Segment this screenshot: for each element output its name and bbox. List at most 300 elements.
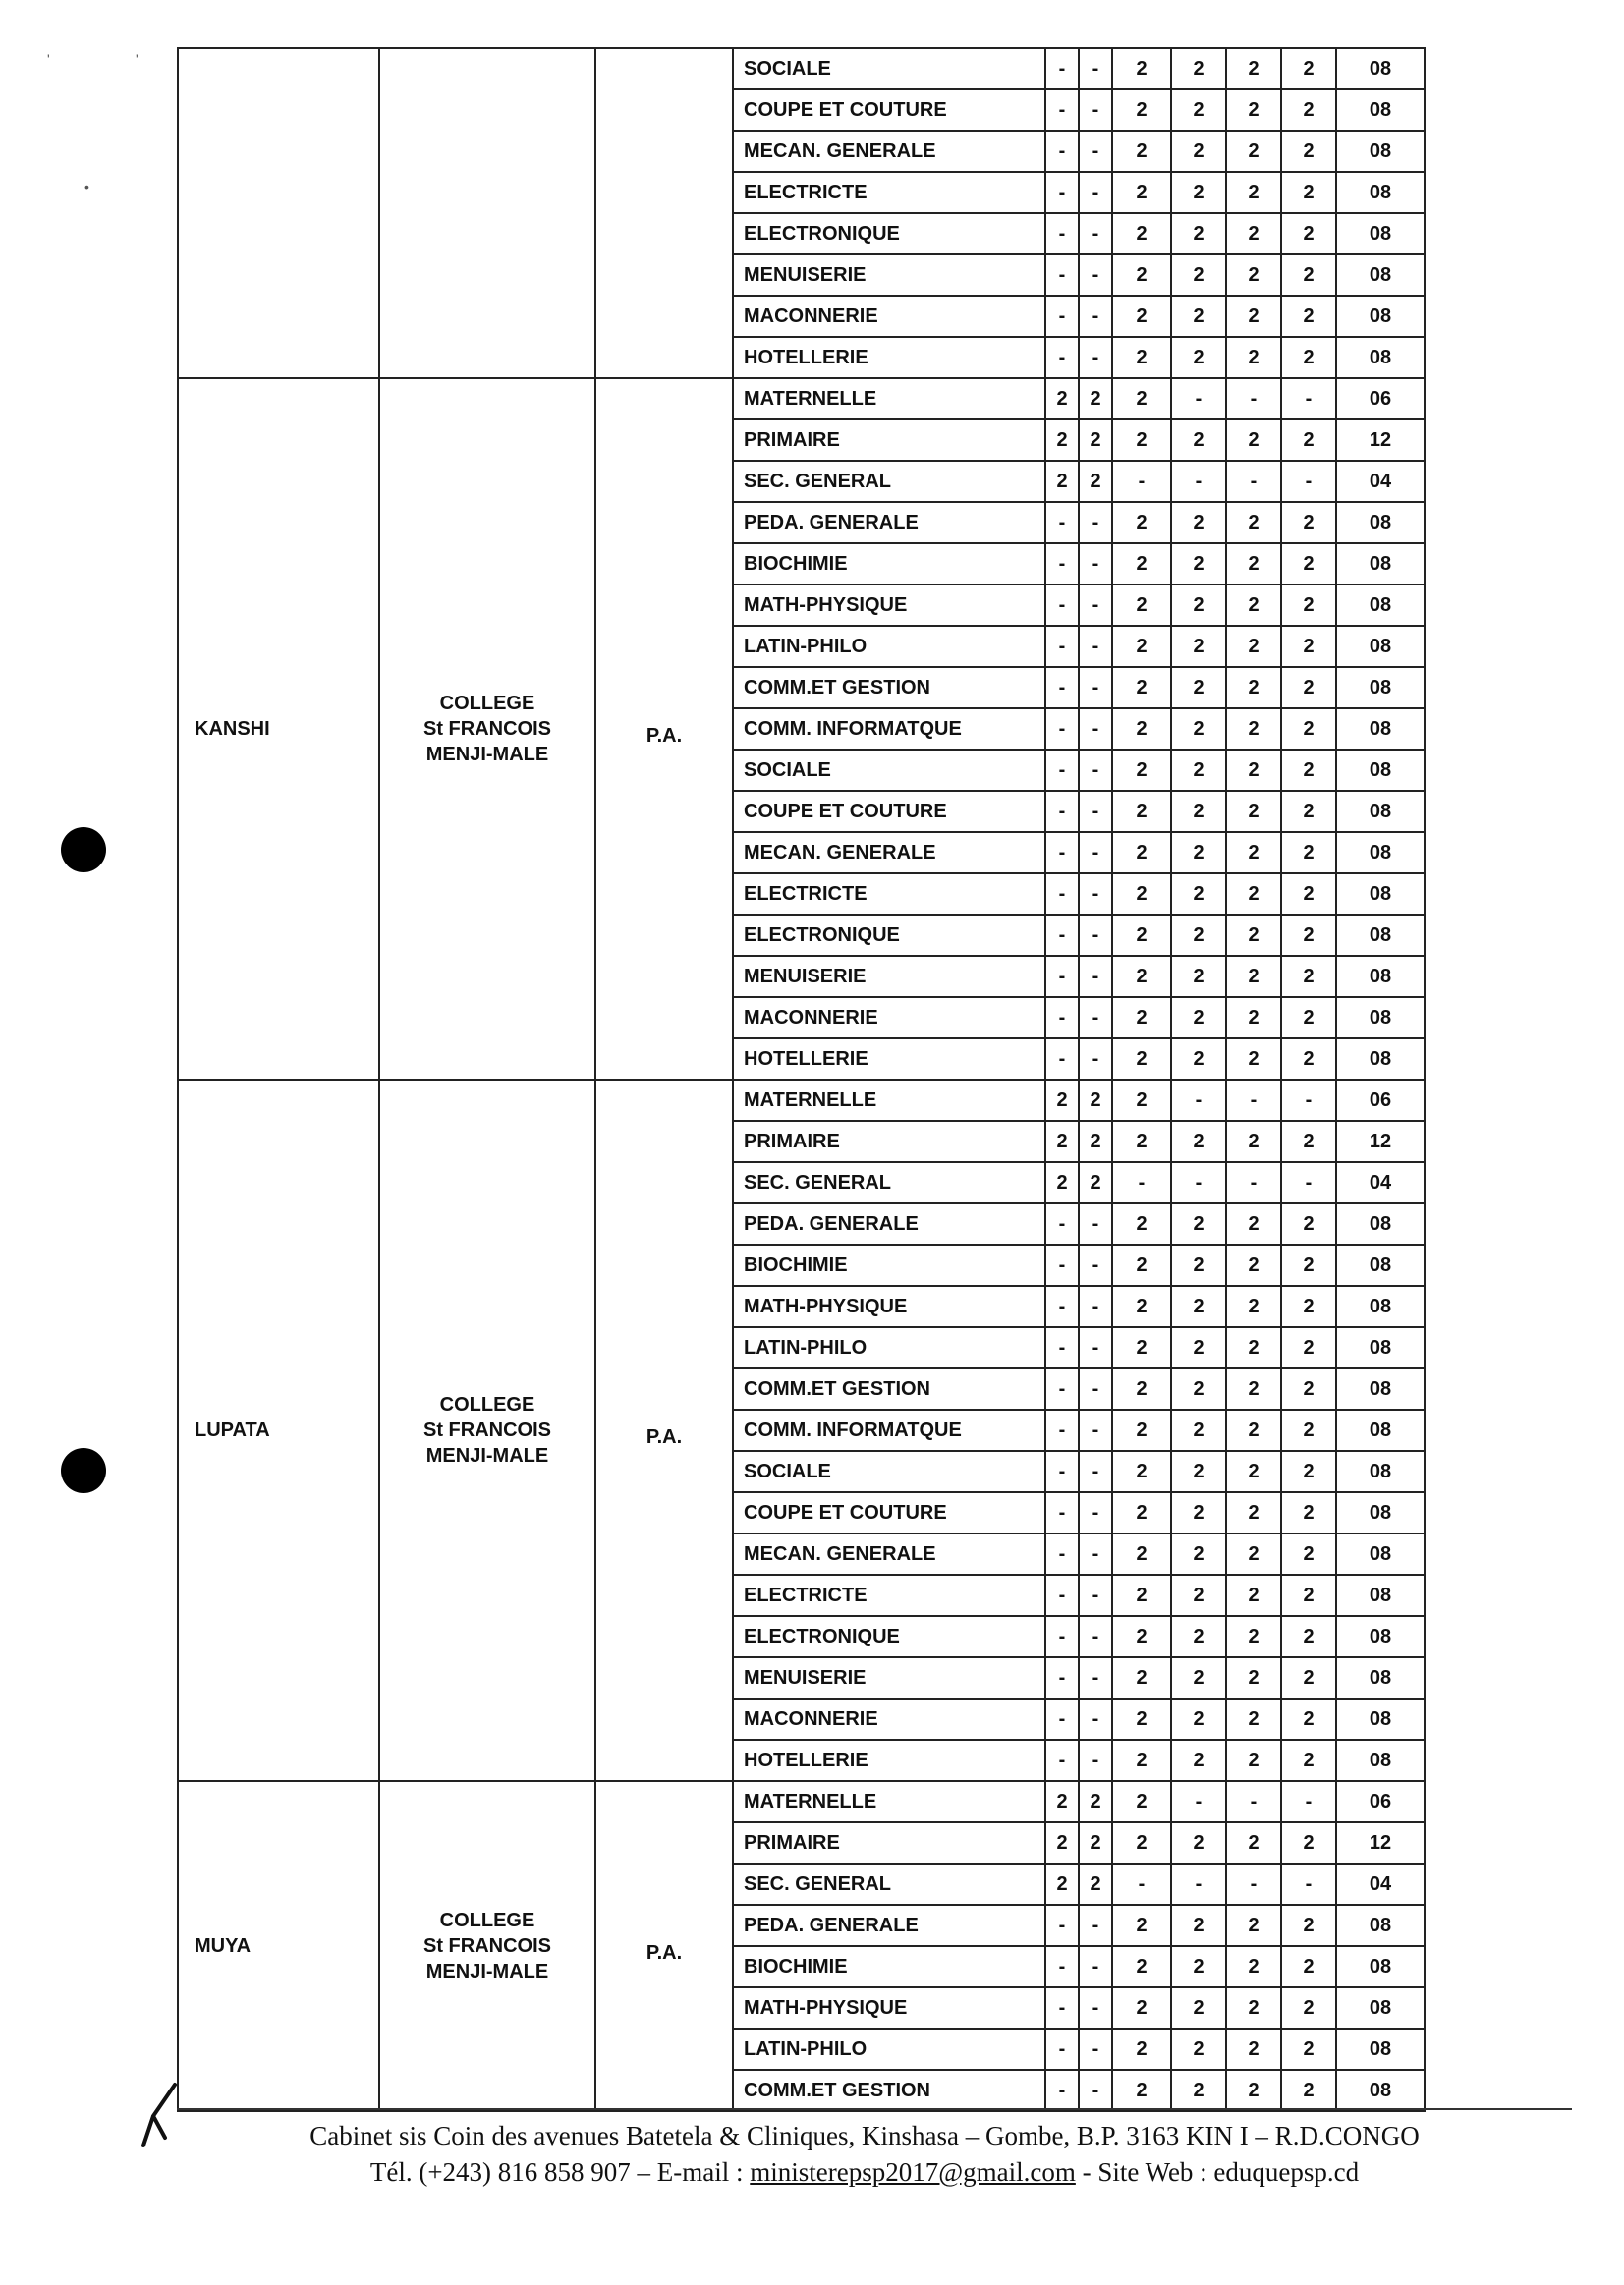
class-count-cell: 2 — [1281, 543, 1336, 585]
section-cell: PEDA. GENERALE — [733, 502, 1045, 543]
section-cell: BIOCHIMIE — [733, 1946, 1045, 1987]
class-count-cell: 2 — [1171, 750, 1226, 791]
class-count-cell: 2 — [1171, 1575, 1226, 1616]
table-row — [178, 1781, 1425, 1822]
class-count-cell: - — [1045, 1327, 1079, 1368]
class-count-cell: 2 — [1112, 832, 1171, 873]
class-count-cell: 2 — [1281, 1822, 1336, 1864]
class-count-cell: 2 — [1171, 131, 1226, 172]
class-count-cell: - — [1079, 172, 1112, 213]
class-count-cell: 2 — [1226, 172, 1281, 213]
total-cell: 08 — [1336, 337, 1425, 378]
class-count-cell: 2 — [1171, 1699, 1226, 1740]
class-count-cell: - — [1045, 1492, 1079, 1533]
class-count-cell: - — [1045, 1740, 1079, 1781]
class-count-cell: 2 — [1171, 419, 1226, 461]
class-count-cell: - — [1171, 1162, 1226, 1203]
class-count-cell: 2 — [1281, 667, 1336, 708]
class-count-cell: 2 — [1112, 708, 1171, 750]
class-count-cell: 2 — [1112, 1946, 1171, 1987]
class-count-cell: 2 — [1281, 1657, 1336, 1699]
total-cell: 08 — [1336, 1575, 1425, 1616]
section-cell: MATERNELLE — [733, 378, 1045, 419]
class-count-cell: 2 — [1226, 1946, 1281, 1987]
class-count-cell: - — [1079, 131, 1112, 172]
total-cell: 08 — [1336, 997, 1425, 1038]
total-cell: 08 — [1336, 1410, 1425, 1451]
class-count-cell: - — [1079, 1410, 1112, 1451]
class-count-cell: 2 — [1171, 1616, 1226, 1657]
class-count-cell: 2 — [1171, 1245, 1226, 1286]
class-count-cell: - — [1079, 1451, 1112, 1492]
class-count-cell: - — [1079, 956, 1112, 997]
class-count-cell: 2 — [1281, 791, 1336, 832]
school-cell — [379, 378, 595, 1080]
section-cell: COMM.ET GESTION — [733, 2070, 1045, 2111]
page-footer — [147, 2118, 1582, 2191]
class-count-cell: - — [1045, 502, 1079, 543]
class-count-cell: - — [1112, 461, 1171, 502]
section-cell: MENUISERIE — [733, 956, 1045, 997]
class-count-cell: - — [1171, 461, 1226, 502]
class-count-cell: 2 — [1112, 1699, 1171, 1740]
class-count-cell: - — [1045, 1533, 1079, 1575]
total-cell: 08 — [1336, 543, 1425, 585]
class-count-cell: 2 — [1171, 1987, 1226, 2029]
class-count-cell: 2 — [1226, 873, 1281, 915]
class-count-cell: 2 — [1112, 1245, 1171, 1286]
class-count-cell: 2 — [1281, 1740, 1336, 1781]
class-count-cell: 2 — [1112, 254, 1171, 296]
total-cell: 08 — [1336, 502, 1425, 543]
class-count-cell: 2 — [1226, 956, 1281, 997]
class-count-cell: 2 — [1171, 296, 1226, 337]
class-count-cell: 2 — [1112, 1410, 1171, 1451]
class-count-cell: 2 — [1281, 1946, 1336, 1987]
class-count-cell: 2 — [1226, 1038, 1281, 1080]
class-count-cell: 2 — [1079, 419, 1112, 461]
section-cell: COUPE ET COUTURE — [733, 89, 1045, 131]
school-name-line: MENJI-MALE — [425, 1961, 549, 1982]
class-count-cell: - — [1045, 1203, 1079, 1245]
class-count-cell: 2 — [1281, 502, 1336, 543]
class-count-cell: 2 — [1171, 832, 1226, 873]
total-cell: 08 — [1336, 1286, 1425, 1327]
school-type-cell: P.A. — [595, 378, 733, 1080]
footer-contact — [147, 2154, 1582, 2191]
scan-mark: ' — [136, 51, 139, 67]
class-count-cell: 2 — [1226, 1905, 1281, 1946]
total-cell: 04 — [1336, 461, 1425, 502]
school-name-line: St FRANCOIS — [423, 1420, 551, 1441]
school-name-line: MENJI-MALE — [425, 744, 549, 765]
school-name-line: COLLEGE — [439, 693, 535, 714]
section-cell: LATIN-PHILO — [733, 1327, 1045, 1368]
class-count-cell: 2 — [1226, 708, 1281, 750]
class-count-cell: - — [1045, 172, 1079, 213]
class-count-cell: - — [1226, 1162, 1281, 1203]
class-count-cell: 2 — [1226, 254, 1281, 296]
class-count-cell: 2 — [1226, 667, 1281, 708]
class-count-cell: - — [1079, 626, 1112, 667]
class-count-cell: - — [1045, 791, 1079, 832]
class-count-cell: - — [1045, 1368, 1079, 1410]
class-count-cell: - — [1079, 337, 1112, 378]
section-cell: PEDA. GENERALE — [733, 1905, 1045, 1946]
section-cell: HOTELLERIE — [733, 337, 1045, 378]
class-count-cell: - — [1045, 956, 1079, 997]
class-count-cell: 2 — [1226, 1492, 1281, 1533]
class-count-cell: 2 — [1171, 1410, 1226, 1451]
total-cell: 12 — [1336, 419, 1425, 461]
class-count-cell: 2 — [1112, 1781, 1171, 1822]
class-count-cell: 2 — [1171, 1368, 1226, 1410]
class-count-cell: 2 — [1045, 1080, 1079, 1121]
class-count-cell: - — [1045, 667, 1079, 708]
class-count-cell: 2 — [1281, 832, 1336, 873]
class-count-cell: 2 — [1112, 1822, 1171, 1864]
class-count-cell: 2 — [1281, 1121, 1336, 1162]
class-count-cell: 2 — [1112, 1740, 1171, 1781]
class-count-cell: - — [1079, 1492, 1112, 1533]
class-count-cell: 2 — [1171, 213, 1226, 254]
total-cell: 08 — [1336, 1740, 1425, 1781]
class-count-cell: - — [1045, 832, 1079, 873]
section-cell: PRIMAIRE — [733, 419, 1045, 461]
school-name-line: St FRANCOIS — [423, 718, 551, 740]
class-count-cell: 2 — [1281, 1987, 1336, 2029]
class-count-cell: 2 — [1171, 1946, 1226, 1987]
class-count-cell: 2 — [1112, 1657, 1171, 1699]
class-count-cell: - — [1112, 1162, 1171, 1203]
total-cell: 08 — [1336, 1905, 1425, 1946]
section-cell: MATERNELLE — [733, 1080, 1045, 1121]
class-count-cell: 2 — [1281, 337, 1336, 378]
class-count-cell: 2 — [1112, 1080, 1171, 1121]
class-count-cell: 2 — [1171, 1822, 1226, 1864]
location-cell: KANSHI — [178, 378, 379, 1080]
class-count-cell: 2 — [1226, 1533, 1281, 1575]
class-count-cell: - — [1281, 1781, 1336, 1822]
total-cell: 08 — [1336, 1327, 1425, 1368]
class-count-cell: - — [1045, 1038, 1079, 1080]
class-count-cell: - — [1079, 296, 1112, 337]
class-count-cell: 2 — [1281, 997, 1336, 1038]
class-count-cell: 2 — [1171, 1038, 1226, 1080]
total-cell: 08 — [1336, 213, 1425, 254]
total-cell: 06 — [1336, 1080, 1425, 1121]
class-count-cell: 2 — [1171, 1203, 1226, 1245]
section-cell: MACONNERIE — [733, 1699, 1045, 1740]
class-count-cell: - — [1079, 832, 1112, 873]
class-count-cell: - — [1045, 1616, 1079, 1657]
class-count-cell: 2 — [1171, 915, 1226, 956]
class-count-cell: 2 — [1226, 1740, 1281, 1781]
class-count-cell: 2 — [1079, 1822, 1112, 1864]
table-row — [178, 1080, 1425, 1121]
class-count-cell: - — [1045, 1410, 1079, 1451]
class-count-cell: 2 — [1281, 254, 1336, 296]
class-count-cell: - — [1079, 997, 1112, 1038]
class-count-cell: - — [1045, 1286, 1079, 1327]
class-count-cell: - — [1112, 1864, 1171, 1905]
class-count-cell: - — [1045, 626, 1079, 667]
class-count-cell: 2 — [1281, 626, 1336, 667]
class-count-cell: 2 — [1112, 873, 1171, 915]
class-count-cell: 2 — [1045, 1822, 1079, 1864]
class-count-cell: - — [1045, 2070, 1079, 2111]
class-count-cell: - — [1079, 1699, 1112, 1740]
class-count-cell: 2 — [1112, 2070, 1171, 2111]
class-count-cell: 2 — [1079, 378, 1112, 419]
class-count-cell: - — [1281, 1162, 1336, 1203]
class-count-cell: - — [1171, 1864, 1226, 1905]
class-count-cell: 2 — [1112, 1327, 1171, 1368]
binder-hole — [61, 827, 106, 872]
total-cell: 08 — [1336, 626, 1425, 667]
class-count-cell: - — [1079, 1368, 1112, 1410]
section-cell: MECAN. GENERALE — [733, 832, 1045, 873]
class-count-cell: 2 — [1112, 172, 1171, 213]
total-cell: 08 — [1336, 1492, 1425, 1533]
class-count-cell: 2 — [1112, 48, 1171, 89]
section-cell: SOCIALE — [733, 750, 1045, 791]
school-name-line: St FRANCOIS — [423, 1935, 551, 1957]
class-count-cell: - — [1045, 997, 1079, 1038]
class-count-cell: - — [1079, 915, 1112, 956]
total-cell: 08 — [1336, 1657, 1425, 1699]
class-count-cell: 2 — [1226, 1286, 1281, 1327]
class-count-cell: 2 — [1112, 1203, 1171, 1245]
class-count-cell: - — [1281, 1864, 1336, 1905]
section-cell: ELECTRONIQUE — [733, 1616, 1045, 1657]
class-count-cell: 2 — [1171, 2070, 1226, 2111]
section-cell: MATH-PHYSIQUE — [733, 585, 1045, 626]
total-cell: 08 — [1336, 172, 1425, 213]
class-count-cell: - — [1045, 213, 1079, 254]
class-count-cell: 2 — [1112, 915, 1171, 956]
class-count-cell: 2 — [1281, 1451, 1336, 1492]
section-cell: COMM. INFORMATQUE — [733, 1410, 1045, 1451]
class-count-cell: - — [1079, 1616, 1112, 1657]
total-cell: 08 — [1336, 1987, 1425, 2029]
class-count-cell: 2 — [1171, 172, 1226, 213]
school-name-line: MENJI-MALE — [425, 1445, 549, 1467]
class-count-cell: - — [1226, 378, 1281, 419]
class-count-cell: 2 — [1112, 626, 1171, 667]
class-count-cell: 2 — [1112, 997, 1171, 1038]
class-count-cell: - — [1045, 254, 1079, 296]
section-cell: COMM.ET GESTION — [733, 667, 1045, 708]
class-count-cell: 2 — [1281, 1368, 1336, 1410]
class-count-cell: 2 — [1112, 296, 1171, 337]
class-count-cell: 2 — [1045, 461, 1079, 502]
total-cell: 06 — [1336, 1781, 1425, 1822]
class-count-cell: 2 — [1171, 2029, 1226, 2070]
section-cell: PEDA. GENERALE — [733, 1203, 1045, 1245]
class-count-cell: 2 — [1226, 1822, 1281, 1864]
class-count-cell: 2 — [1171, 48, 1226, 89]
class-count-cell: - — [1079, 708, 1112, 750]
class-count-cell: 2 — [1226, 1699, 1281, 1740]
class-count-cell: 2 — [1171, 956, 1226, 997]
section-cell: MACONNERIE — [733, 296, 1045, 337]
class-count-cell: - — [1079, 48, 1112, 89]
class-count-cell: 2 — [1112, 585, 1171, 626]
total-cell: 08 — [1336, 585, 1425, 626]
class-count-cell: - — [1281, 461, 1336, 502]
location-cell: MUYA — [178, 1781, 379, 2111]
class-count-cell: 2 — [1226, 1451, 1281, 1492]
class-count-cell: 2 — [1171, 254, 1226, 296]
class-count-cell: 2 — [1281, 1245, 1336, 1286]
class-count-cell: 2 — [1112, 419, 1171, 461]
class-count-cell: - — [1079, 1575, 1112, 1616]
class-count-cell: 2 — [1171, 1533, 1226, 1575]
section-cell: ELECTRICTE — [733, 873, 1045, 915]
class-count-cell: 2 — [1171, 1327, 1226, 1368]
class-count-cell: - — [1045, 1946, 1079, 1987]
class-count-cell: 2 — [1226, 791, 1281, 832]
class-count-cell: 2 — [1226, 48, 1281, 89]
total-cell: 08 — [1336, 873, 1425, 915]
total-cell: 04 — [1336, 1864, 1425, 1905]
total-cell: 08 — [1336, 2070, 1425, 2111]
class-count-cell: 2 — [1045, 1162, 1079, 1203]
class-count-cell: - — [1079, 89, 1112, 131]
section-cell: BIOCHIMIE — [733, 543, 1045, 585]
section-cell: SEC. GENERAL — [733, 1162, 1045, 1203]
footer-website: - Site Web : eduquepsp.cd — [1075, 2157, 1360, 2187]
section-cell: ELECTRONIQUE — [733, 213, 1045, 254]
total-cell: 08 — [1336, 2029, 1425, 2070]
class-count-cell: - — [1079, 791, 1112, 832]
class-count-cell: 2 — [1112, 502, 1171, 543]
class-count-cell: - — [1079, 1203, 1112, 1245]
class-count-cell: 2 — [1045, 1864, 1079, 1905]
class-count-cell: 2 — [1226, 626, 1281, 667]
class-count-cell: 2 — [1112, 1905, 1171, 1946]
table-row — [178, 48, 1425, 89]
class-count-cell: - — [1079, 2029, 1112, 2070]
class-count-cell: 2 — [1281, 1533, 1336, 1575]
class-count-cell: - — [1079, 1327, 1112, 1368]
total-cell: 08 — [1336, 832, 1425, 873]
class-count-cell: 2 — [1281, 131, 1336, 172]
total-cell: 08 — [1336, 1368, 1425, 1410]
class-count-cell: - — [1079, 1987, 1112, 2029]
class-count-cell: 2 — [1112, 1451, 1171, 1492]
class-count-cell: - — [1045, 915, 1079, 956]
class-count-cell: 2 — [1171, 1451, 1226, 1492]
section-cell: MENUISERIE — [733, 254, 1045, 296]
scan-mark: • — [84, 179, 89, 195]
class-count-cell: 2 — [1112, 543, 1171, 585]
class-count-cell: - — [1079, 254, 1112, 296]
section-cell: MENUISERIE — [733, 1657, 1045, 1699]
section-cell: COUPE ET COUTURE — [733, 1492, 1045, 1533]
class-count-cell: - — [1045, 337, 1079, 378]
section-cell: LATIN-PHILO — [733, 2029, 1045, 2070]
class-count-cell: 2 — [1079, 1162, 1112, 1203]
class-count-cell: 2 — [1112, 2029, 1171, 2070]
total-cell: 08 — [1336, 956, 1425, 997]
total-cell: 08 — [1336, 1203, 1425, 1245]
class-count-cell: - — [1045, 1987, 1079, 2029]
class-count-cell: - — [1171, 378, 1226, 419]
class-count-cell: 2 — [1079, 1121, 1112, 1162]
class-count-cell: - — [1079, 1533, 1112, 1575]
school-cell — [379, 1781, 595, 2111]
class-count-cell: - — [1045, 543, 1079, 585]
class-count-cell: - — [1079, 1740, 1112, 1781]
class-count-cell: 2 — [1226, 1121, 1281, 1162]
class-count-cell: - — [1079, 1286, 1112, 1327]
class-count-cell: - — [1171, 1781, 1226, 1822]
class-count-cell: 2 — [1171, 585, 1226, 626]
class-count-cell: - — [1079, 1657, 1112, 1699]
class-count-cell: 2 — [1112, 1368, 1171, 1410]
class-count-cell: 2 — [1171, 1492, 1226, 1533]
class-count-cell: 2 — [1171, 543, 1226, 585]
total-cell: 08 — [1336, 1946, 1425, 1987]
total-cell: 08 — [1336, 750, 1425, 791]
class-count-cell: - — [1079, 1946, 1112, 1987]
section-cell: MACONNERIE — [733, 997, 1045, 1038]
scan-mark: ' — [47, 51, 50, 67]
class-count-cell: 2 — [1281, 956, 1336, 997]
class-count-cell: 2 — [1045, 1781, 1079, 1822]
class-count-cell: 2 — [1112, 1616, 1171, 1657]
class-count-cell: - — [1045, 1699, 1079, 1740]
class-count-cell: 2 — [1171, 1905, 1226, 1946]
section-cell: ELECTRICTE — [733, 172, 1045, 213]
class-count-cell: 2 — [1226, 2029, 1281, 2070]
class-count-cell: 2 — [1112, 1533, 1171, 1575]
class-count-cell: 2 — [1281, 419, 1336, 461]
class-count-cell: 2 — [1281, 2029, 1336, 2070]
class-count-cell: 2 — [1171, 708, 1226, 750]
total-cell: 08 — [1336, 915, 1425, 956]
class-count-cell: 2 — [1079, 1080, 1112, 1121]
class-count-cell: 2 — [1226, 1245, 1281, 1286]
total-cell: 08 — [1336, 48, 1425, 89]
class-count-cell: 2 — [1112, 89, 1171, 131]
class-count-cell: 2 — [1281, 1492, 1336, 1533]
class-count-cell: 2 — [1079, 1864, 1112, 1905]
total-cell: 08 — [1336, 667, 1425, 708]
class-count-cell: - — [1226, 1781, 1281, 1822]
class-count-cell: 2 — [1226, 832, 1281, 873]
section-cell: SEC. GENERAL — [733, 461, 1045, 502]
class-count-cell: 2 — [1226, 419, 1281, 461]
class-count-cell: 2 — [1281, 873, 1336, 915]
footer-email-link[interactable]: ministerepsp2017@gmail.com — [750, 2157, 1076, 2187]
class-count-cell: 2 — [1281, 48, 1336, 89]
total-cell: 08 — [1336, 708, 1425, 750]
class-count-cell: 2 — [1281, 1038, 1336, 1080]
class-count-cell: 2 — [1226, 1657, 1281, 1699]
section-cell: BIOCHIMIE — [733, 1245, 1045, 1286]
class-count-cell: 2 — [1226, 131, 1281, 172]
section-cell: ELECTRONIQUE — [733, 915, 1045, 956]
class-count-cell: 2 — [1281, 213, 1336, 254]
class-count-cell: 2 — [1112, 791, 1171, 832]
class-count-cell: 2 — [1171, 337, 1226, 378]
class-count-cell: - — [1079, 667, 1112, 708]
class-count-cell: 2 — [1171, 1286, 1226, 1327]
class-count-cell: 2 — [1079, 461, 1112, 502]
